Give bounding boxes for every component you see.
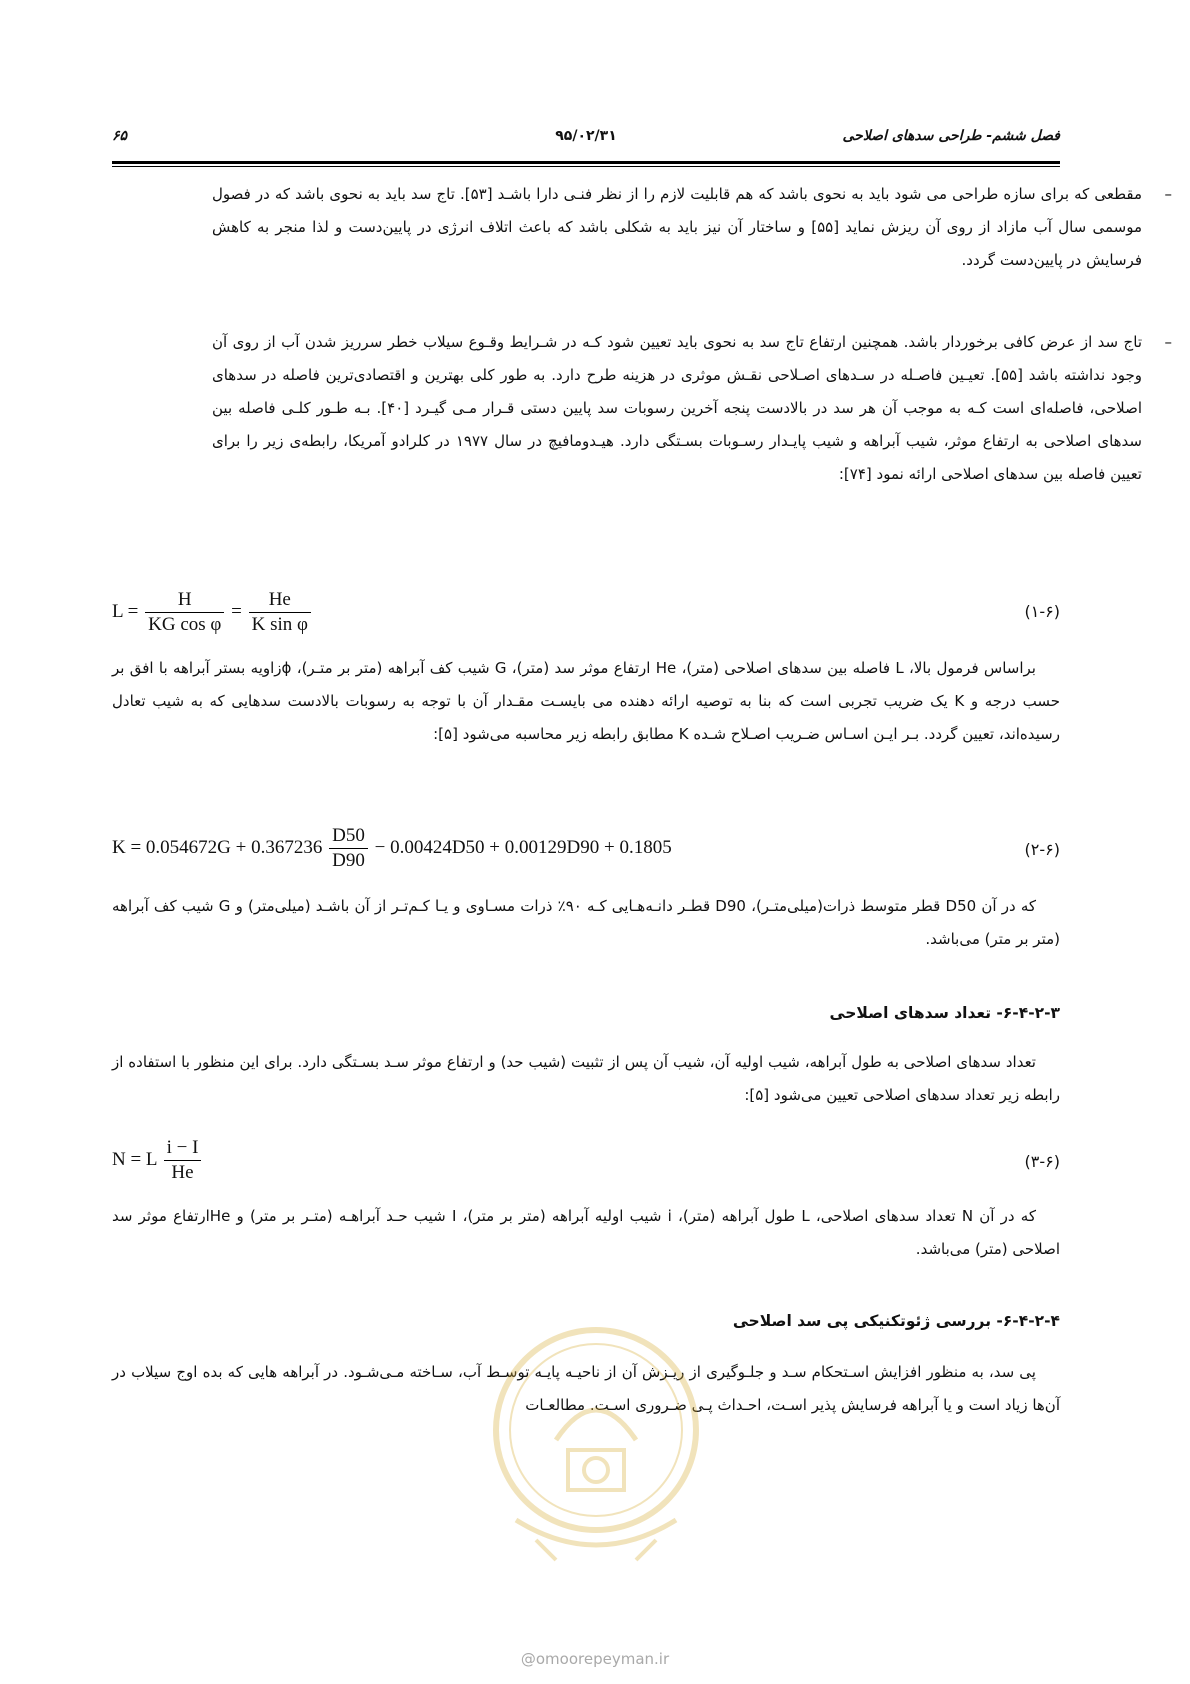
eq2-numerator: D50 (329, 824, 368, 849)
eq3-numerator: i − I (164, 1136, 202, 1161)
equation-2 (112, 824, 672, 873)
eq2-lhs: K = 0.054672G + 0.367236 (112, 836, 323, 858)
page-number: ۶۵ (112, 128, 128, 144)
eq1-frac2-numerator: He (249, 588, 311, 613)
section-heading: ۶-۴-۲-۴- بررسی ژئوتکنیکی پی سد اصلاحی (732, 1312, 1060, 1330)
eq3-denominator: He (171, 1162, 194, 1183)
eq1-lhs: L = (112, 600, 139, 622)
header-rule-thin (112, 166, 1060, 167)
eq1-frac1-denominator: KG cos φ (148, 614, 222, 635)
eq2-fraction (329, 824, 368, 873)
equation-number: (۱-۶) (1024, 602, 1060, 621)
bullet-dash: – (1164, 333, 1172, 351)
paragraph: تعداد سدهای اصلاحی به طول آبراهه، شیب اولیه آن، شیب آن پس از تثبیت (شیب حد) و ارتفاع موثر سـد بسـتگی دارد. برای این منظور با استفاده از رابطه زیر تعداد سدهای اصلاحی تعیین می‌شود [۵]: (112, 1053, 1060, 1104)
paragraph: براساس فرمول بالا، L فاصله بین سدهای اصلاحی (متر)، He ارتفاع موثر سد (متر)، G شیب کف آبراهه (متر بر متـر)، ϕزاویه بستر آبراهه با افق بر حسب درجه و K یک ضریب تجربی است که بنا به توصیه ارائه دهنده می بایسـت مقـدار آن با توجه به رسوبات بالادست سدهایی که به شیب تعادل رسیده‌اند، تعیین گردد. بـر ایـن اسـاس ضـریب اصـلاح شـده K مطابق رابطه زیر محاسبه می‌شود [۵]: (112, 659, 1060, 743)
bullet-item (212, 178, 1172, 277)
bullet-dash: – (1164, 185, 1172, 203)
equation-number: (۳-۶) (1024, 1152, 1060, 1171)
section-heading: ۶-۴-۲-۳- تعداد سدهای اصلاحی (829, 1004, 1060, 1022)
eq1-fraction-1 (145, 588, 224, 637)
equation-1 (112, 588, 313, 637)
eq3-fraction (164, 1136, 202, 1185)
header-date: ۹۵/۰۲/۳۱ (555, 128, 617, 144)
eq1-equals: = (231, 600, 242, 622)
eq2-rhs: − 0.00424D50 + 0.00129D90 + 0.1805 (374, 836, 672, 858)
eq1-frac2-denominator: K sin φ (251, 614, 308, 635)
watermark-seal-logo (486, 1320, 706, 1590)
equation-3 (112, 1136, 203, 1185)
paragraph: که در آن D50 قطر متوسط ذرات(میلی‌متـر)، D90 قطـر دانـه‌هـایی کـه ۹۰٪ ذرات مسـاوی و یـا کـم‌تـر از آن باشـد (میلی‌متر) و G شیب کف آبراهه (متر بر متر) می‌باشد. (112, 897, 1060, 948)
bullet-item (212, 326, 1172, 491)
eq1-frac1-numerator: H (145, 588, 224, 613)
header-rule-thick (112, 161, 1060, 164)
watermark-url: @omoorepeyman.ir (520, 1650, 670, 1668)
bullet-text: مقطعی که برای سازه طراحی می شود باید به نحوی باشد که هم قابلیت لازم را از نظر فنـی دارا باشـد [۵۳]. تاج سد باید به نحوی باشد که در فصول موسمی سال آب مازاد از روی آن ریزش نماید [۵۵] و ساختار آن نیز باید به شکلی باشد که باعث اتلاف انرژی در پایین‌دست و لذا منجر به کاهش فرسایش در پایین‌دست گردد. (212, 185, 1142, 269)
bullet-text: تاج سد از عرض کافی برخوردار باشد. همچنین ارتفاع تاج سد به نحوی باید تعیین شود کـه در شـرایط وقـوع سیلاب خطر سرریز شدن آب از روی آن وجود نداشته باشد [۵۵]. تعیـین فاصـله در سـدهای اصـلاحی نقـش موثری در هزینه طرح دارد. به طور کلی بهترین و اقتصادی‌ترین فاصله در سدهای اصلاحی، فاصله‌ای است کـه به موجب آن هر سد در بالادست پنجه آخرین رسوبات سد پایین دستی قـرار مـی گیـرد [۴۰]. بـه طـور کلـی فاصله بین سدهای اصلاحی به ارتفاع موثر، شیب آبراهه و شیب پایـدار رسـوبات بسـتگی دارد. هیـدومافیچ در سال ۱۹۷۷ در کلرادو آمریکا، رابطه‌ی زیر را برای تعیین فاصله بین سدهای اصلاحی ارائه نمود [۷۴]: (212, 333, 1143, 483)
eq1-fraction-2 (249, 588, 311, 637)
paragraph: پی سد، به منظور افزایش اسـتحکام سـد و جلـوگیری از ریـزش آن از ناحیـه پایـه توسـط آب، سـاخته مـی‌شـود. در آبراهه هایی که بده اوج سیلاب در آن‌ها زیاد است و یا آبراهه فرسایش پذیر اسـت، احـداث پـی ضـروری اسـت. مطالعـات (112, 1363, 1060, 1414)
paragraph: که در آن N تعداد سدهای اصلاحی، L طول آبراهه (متر)، i شیب اولیه آبراهه (متر بر متر)، I شیب حـد آبراهـه (متـر بر متر) و Heارتفاع موثر سد اصلاحی (متر) می‌باشد. (112, 1207, 1060, 1258)
equation-number: (۲-۶) (1024, 840, 1060, 859)
eq2-denominator: D90 (332, 850, 365, 871)
eq3-lhs: N = L (112, 1148, 157, 1170)
chapter-title: فصل ششم- طراحی سدهای اصلاحی (842, 128, 1060, 144)
running-header (112, 128, 1060, 154)
